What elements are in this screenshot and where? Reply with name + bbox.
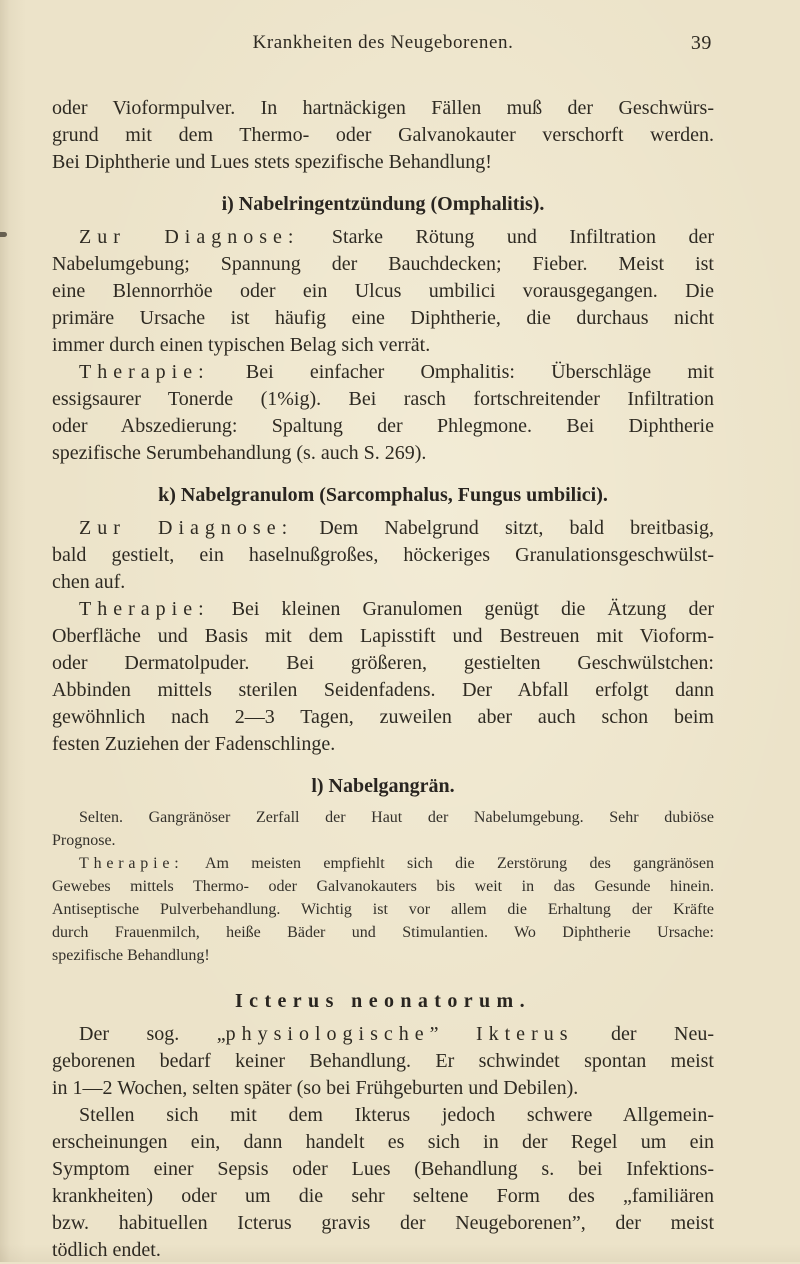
running-header-title: Krankheiten des Neugeborenen. <box>252 32 514 53</box>
text-line: Stellen sich mit dem Ikterus jedoch schwere Allgemein- <box>79 1104 714 1126</box>
text-line: Gewebes mittels Thermo- oder Galvanokauters bis weit in das Gesunde hinein. <box>52 878 714 895</box>
text-line: oder Abszedierung: Spaltung der Phlegmone. Bei Diphtherie <box>52 415 714 437</box>
text-line: primäre Ursache ist häufig eine Diphtherie, die durchaus nicht <box>52 307 714 329</box>
text-line: geborenen bedarf keiner Behandlung. Er schwindet spontan meist <box>52 1050 714 1072</box>
section-i-therapie <box>52 359 714 467</box>
text-line: Antiseptische Pulverbehandlung. Wichtig ist vor allem die Erhaltung der Kräfte <box>52 901 714 918</box>
text-line: eine Blennorrhöe oder ein Ulcus umbilici vorausgegangen. Die <box>52 280 714 302</box>
section-l-therapie <box>52 852 714 967</box>
text-line: tödlich endet. <box>52 1239 161 1261</box>
text-line: Prognose. <box>52 832 116 849</box>
text-line: grund mit dem Thermo- oder Galvanokauter verschorft werden. <box>52 124 714 146</box>
text-line: immer durch einen typischen Belag sich verrät. <box>52 334 431 356</box>
section-k-diagnose <box>52 515 714 596</box>
ink-speck <box>0 232 7 237</box>
text-line: Therapie: Bei kleinen Granulomen genügt die Ätzung der <box>79 598 714 620</box>
section-k-heading: k) Nabelgranulom (Sarcomphalus, Fungus umbilici). <box>158 484 608 506</box>
section-icterus-heading: Icterus neonatorum. <box>234 990 532 1012</box>
text-line: durch Frauenmilch, heiße Bäder und Stimulantien. Wo Diphtherie Ursache: <box>52 924 714 941</box>
text-line: essigsaurer Tonerde (1%ig). Bei rasch fortschreitender Infiltration <box>52 388 714 410</box>
running-header <box>52 32 714 56</box>
text-line: oder Dermatolpuder. Bei größeren, gestielten Geschwülstchen: <box>52 652 714 674</box>
text-line: Zur Diagnose: Dem Nabelgrund sitzt, bald breitbasig, <box>79 517 714 539</box>
text-line: Therapie: Am meisten empfiehlt sich die Zerstörung des gangränösen <box>79 855 714 872</box>
text-line: krankheiten) oder um die sehr seltene Form des „familiären <box>52 1185 714 1207</box>
text-line: oder Vioformpulver. In hartnäckigen Fällen muß der Geschwürs- <box>52 97 714 119</box>
section-k-therapie <box>52 596 714 758</box>
section-i-diagnose <box>52 224 714 359</box>
text-line: spezifische Serumbehandlung (s. auch S. 269). <box>52 442 427 464</box>
text-line: festen Zuziehen der Fadenschlinge. <box>52 733 336 755</box>
text-column <box>52 0 714 1264</box>
paragraph-intro <box>52 95 714 176</box>
text-line: erscheinungen ein, dann handelt es sich in der Regel um ein <box>52 1131 714 1153</box>
text-line: Abbinden mittels sterilen Seidenfadens. Der Abfall erfolgt dann <box>52 679 714 701</box>
section-l-description <box>52 806 714 852</box>
text-line: gewöhnlich nach 2—3 Tagen, zuweilen aber auch schon beim <box>52 706 714 728</box>
section-l-heading: l) Nabelgangrän. <box>311 775 455 797</box>
text-line: Oberfläche und Basis mit dem Lapisstift und Bestreuen mit Vioform- <box>52 625 714 647</box>
section-i-heading: i) Nabelringentzündung (Omphalitis). <box>221 193 545 215</box>
text-line: Der sog. „physiologische” Ikterus der Neu- <box>79 1023 714 1045</box>
text-line: Zur Diagnose: Starke Rötung und Infiltration der <box>79 226 714 248</box>
page-number: 39 <box>690 32 712 54</box>
section-icterus-paragraph-1 <box>52 1021 714 1102</box>
text-line: bald gestielt, ein haselnußgroßes, höckeriges Granulationsgeschwülst- <box>52 544 714 566</box>
text-line: Selten. Gangränöser Zerfall der Haut der Nabelumgebung. Sehr dubiöse <box>79 809 714 826</box>
text-line: chen auf. <box>52 571 126 593</box>
text-line: Bei Diphtherie und Lues stets spezifische Behandlung! <box>52 151 492 173</box>
text-line: spezifische Behandlung! <box>52 947 210 964</box>
text-line: in 1—2 Wochen, selten später (so bei Frühgeburten und Debilen). <box>52 1077 579 1099</box>
section-icterus-paragraph-2 <box>52 1102 714 1264</box>
text-line: Symptom einer Sepsis oder Lues (Behandlung s. bei Infektions- <box>52 1158 714 1180</box>
text-line: Nabelumgebung; Spannung der Bauchdecken; Fieber. Meist ist <box>52 253 714 275</box>
text-line: bzw. habituellen Icterus gravis der Neugeborenen”, der meist <box>52 1212 714 1234</box>
text-line: Therapie: Bei einfacher Omphalitis: Überschläge mit <box>79 361 714 383</box>
